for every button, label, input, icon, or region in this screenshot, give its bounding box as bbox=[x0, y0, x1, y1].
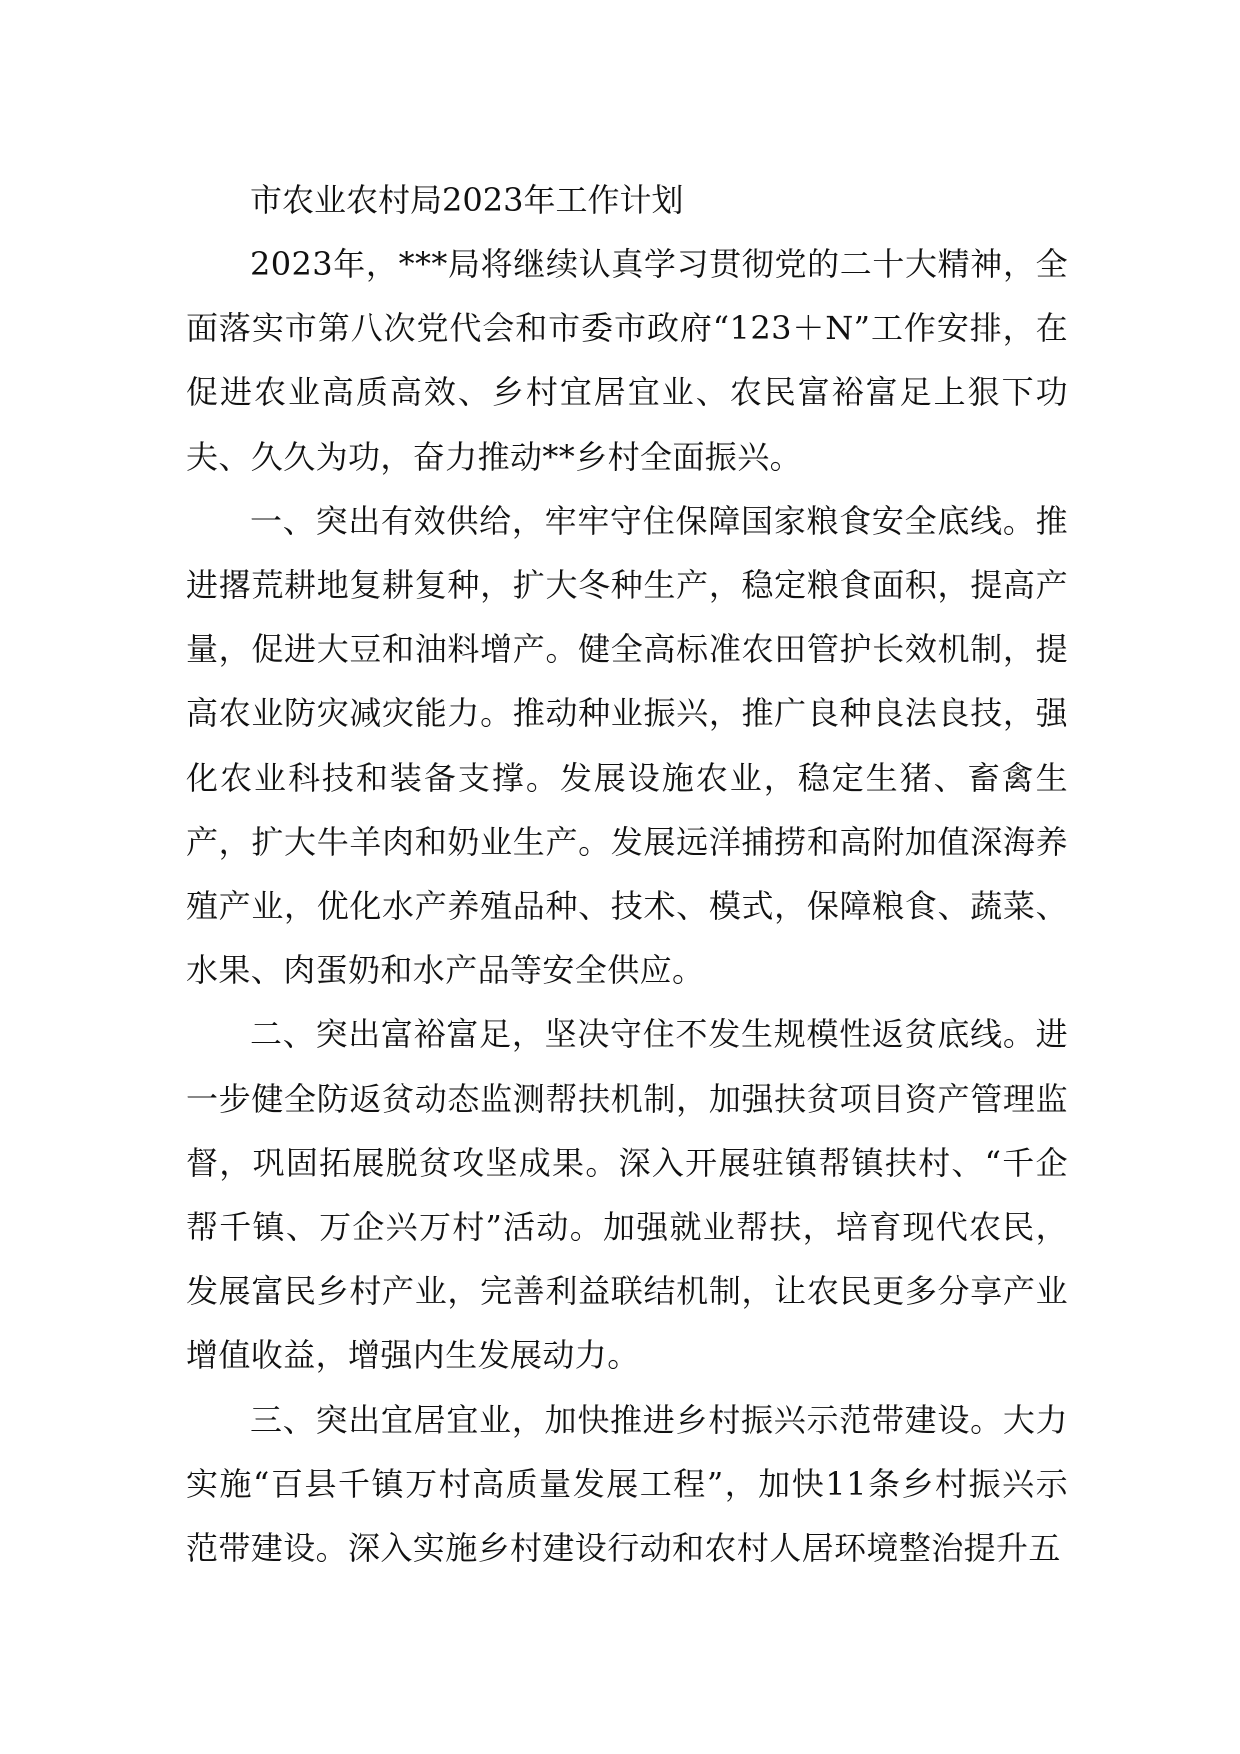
paragraph-section-2: 二、突出富裕富足，坚决守住不发生规模性返贫底线。进一步健全防返贫动态监测帮扶机制，加强扶贫项目资产管理监督，巩固拓展脱贫攻坚成果。深入开展驻镇帮镇扶村、“千企帮千镇、万企兴万村”活动。加强就业帮扶，培育现代农民，发展富民乡村产业，完善利益联结机制，让农民更多分享产业增值收益，增强内生发展动力。 bbox=[186, 1015, 1068, 1375]
paragraph-section-3: 三、突出宜居宜业，加快推进乡村振兴示范带建设。大力实施“百县千镇万村高质量发展工程”，加快11条乡村振兴示范带建设。深入实施乡村建设行动和农村人居环境整治提升五 bbox=[186, 1400, 1068, 1568]
paragraph-section-1: 一、突出有效供给，牢牢守住保障国家粮食安全底线。推进撂荒耕地复耕复种，扩大冬种生产，稳定粮食面积，提高产量，促进大豆和油料增产。健全高标准农田管护长效机制，提高农业防灾减灾能力。推动种业振兴，推广良种良法良技，强化农业科技和装备支撑。发展设施农业，稳定生猪、畜禽生产，扩大牛羊肉和奶业生产。发展远洋捕捞和高附加值深海养殖产业，优化水产养殖品种、技术、模式，保障粮食、蔬菜、水果、肉蛋奶和水产品等安全供应。 bbox=[186, 501, 1068, 990]
document-body bbox=[186, 168, 1068, 1580]
document-title: 市农业农村局2023年工作计划 bbox=[250, 181, 684, 219]
paragraph-intro: 2023年，***局将继续认真学习贯彻党的二十大精神，全面落实市第八次党代会和市委市政府“123＋N”工作安排，在促进农业高质高效、乡村宜居宜业、农民富裕富足上狠下功夫、久久为功，奋力推动**乡村全面振兴。 bbox=[186, 245, 1068, 476]
